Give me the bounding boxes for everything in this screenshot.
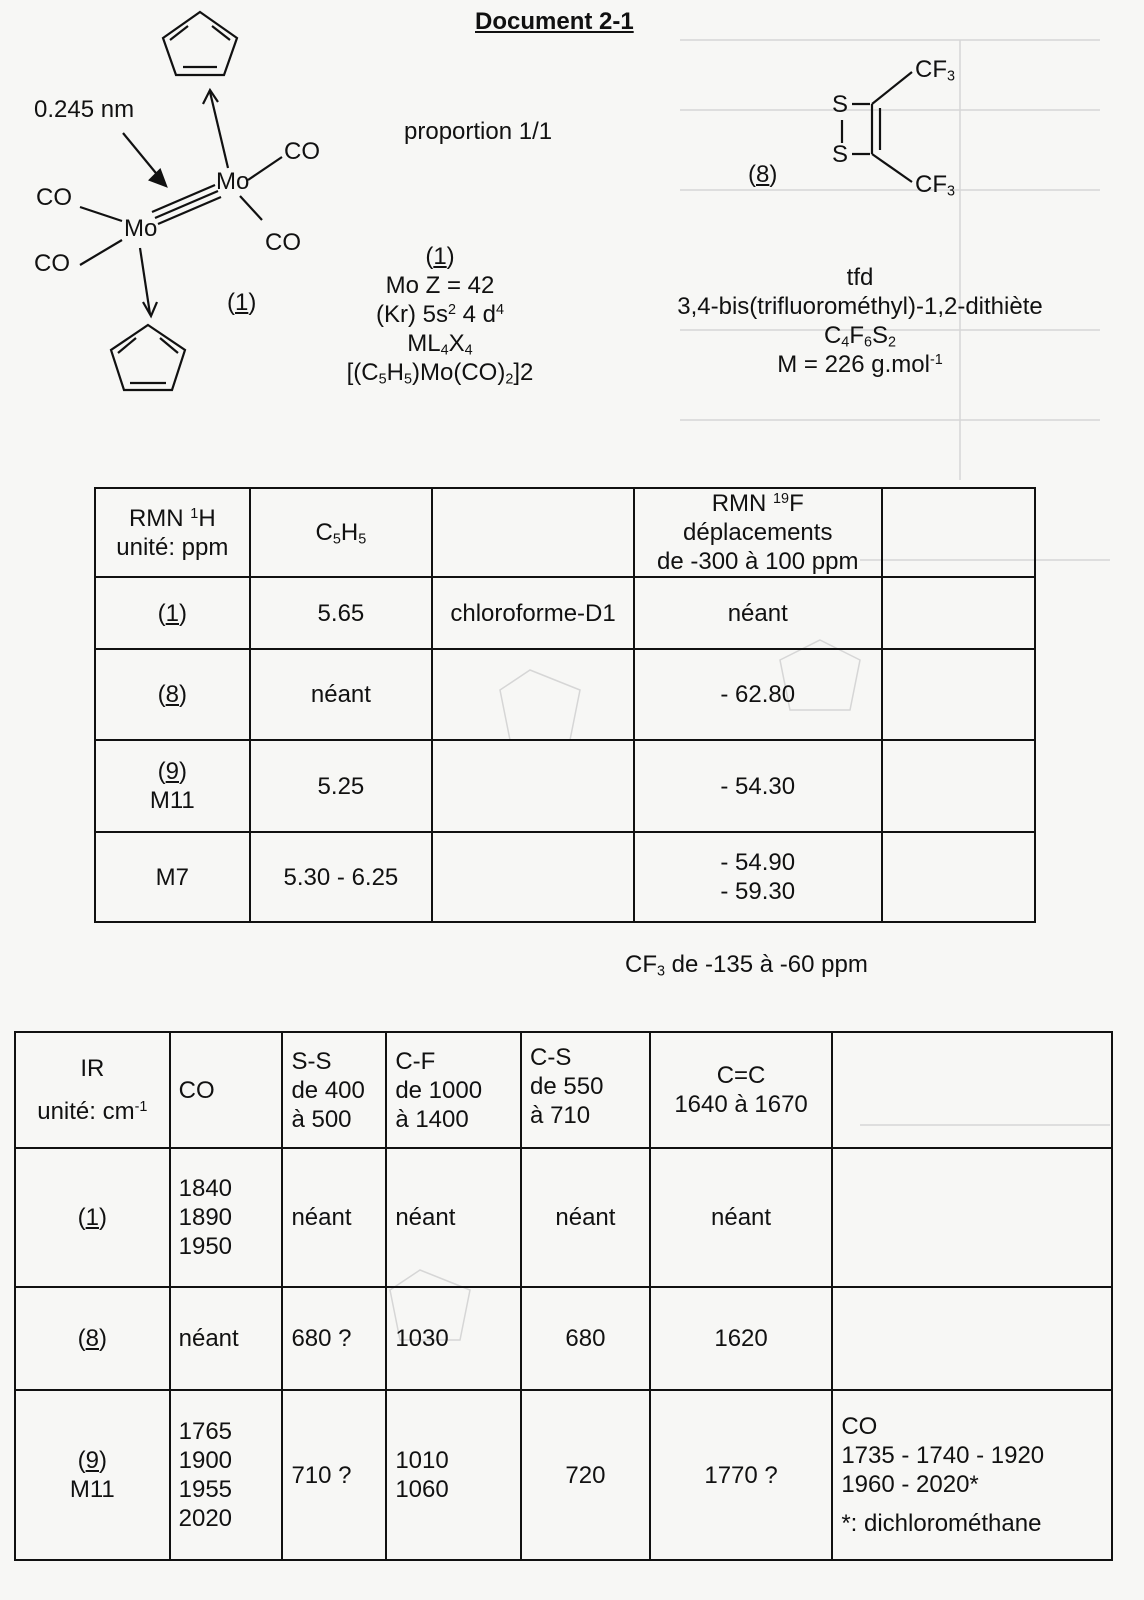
- ir-ss-cell: 710 ?: [282, 1390, 386, 1560]
- ir-table-row: [15, 1148, 1112, 1287]
- ir-extra-cell: CO 1735 - 1740 - 1920 1960 - 2020* *: dichlorométhane: [832, 1390, 1112, 1560]
- nmr-cf3-note: $CF_3$ de -135 à -60 ppm: [625, 951, 868, 980]
- nmr-solvent-cell: chloroforme-D1: [432, 577, 634, 649]
- compound-8-label: (8): [748, 161, 778, 188]
- nmr-table-row: [95, 649, 1035, 740]
- nmr-h-cell: 5.30 - 6.25: [250, 832, 433, 922]
- ir-table-row: [15, 1390, 1112, 1560]
- ir-ss-cell: 680 ?: [282, 1287, 386, 1390]
- ir-header-cell: [832, 1032, 1112, 1148]
- nmr-table-row: [95, 740, 1035, 832]
- nmr-header-cell: $C_5H_5$: [250, 488, 433, 577]
- proportion-text: proportion 1/1: [404, 118, 553, 145]
- ir-co-cell: 1765 1900 1955 2020: [170, 1390, 283, 1560]
- co-ligand-label: CO: [34, 250, 70, 277]
- tfd-formula: $C_4F_6S_2$: [823, 322, 897, 351]
- ir-header-cell: C=C 1640 à 1670: [650, 1032, 833, 1148]
- nmr-solvent-cell: [432, 832, 634, 922]
- ir-cc-cell: néant: [650, 1148, 833, 1287]
- ir-table: [14, 1031, 1113, 1561]
- nmr-table-row: [95, 832, 1035, 922]
- nmr-f-cell: - 54.30: [634, 740, 882, 832]
- ir-compound-cell: (1): [15, 1148, 170, 1287]
- ir-header-cell: C-F de 1000 à 1400: [386, 1032, 521, 1148]
- covalent-notation: $ML_4X_4$: [407, 330, 473, 359]
- ir-extra-cell: [832, 1148, 1112, 1287]
- ir-header-row: [15, 1032, 1112, 1148]
- page-title: Document 2-1: [475, 8, 634, 35]
- compound-1-label: (1): [227, 289, 257, 316]
- ir-header-cell: IR unité: $cm^{-1}$: [15, 1032, 170, 1148]
- nmr-header-row: [95, 488, 1035, 577]
- nmr-f-cell: - 54.90 - 59.30: [634, 832, 882, 922]
- ir-cs-cell: néant: [521, 1148, 650, 1287]
- ir-ss-cell: néant: [282, 1148, 386, 1287]
- ir-cf-cell: 1030: [386, 1287, 521, 1390]
- sulfur-atom: S: [832, 91, 849, 118]
- nmr-compound-cell: M7: [95, 832, 250, 922]
- nmr-compound-cell: (8): [95, 649, 250, 740]
- ir-extra-cell: [832, 1287, 1112, 1390]
- ir-cs-cell: 720: [521, 1390, 650, 1560]
- nmr-solvent-cell: [432, 740, 634, 832]
- nmr-empty-cell: [882, 740, 1035, 832]
- ir-cf-cell: 1010 1060: [386, 1390, 521, 1560]
- electron-configuration: (Kr) $5s^2$ 4 $d^4$: [375, 301, 505, 328]
- nmr-empty-cell: [882, 649, 1035, 740]
- ir-cc-cell: 1770 ?: [650, 1390, 833, 1560]
- atomic-number: Mo Z = 42: [385, 272, 495, 299]
- ir-compound-cell: (9) M11: [15, 1390, 170, 1560]
- compound-1-info-label: (1): [425, 243, 455, 270]
- nmr-header-cell: [882, 488, 1035, 577]
- nmr-h-cell: 5.25: [250, 740, 433, 832]
- mo-mo-distance-label: 0.245 nm: [34, 96, 135, 123]
- nmr-table: [94, 487, 1036, 923]
- mo-atom-left: Mo: [124, 215, 158, 242]
- ir-table-row: [15, 1287, 1112, 1390]
- ir-cs-cell: 680: [521, 1287, 650, 1390]
- mo-atom-top: Mo: [216, 168, 250, 195]
- ir-cc-cell: 1620: [650, 1287, 833, 1390]
- nmr-compound-cell: (1): [95, 577, 250, 649]
- nmr-empty-cell: [882, 577, 1035, 649]
- ir-header-cell: C-S de 550 à 710: [521, 1032, 650, 1148]
- co-ligand-label: CO: [265, 229, 301, 256]
- nmr-solvent-cell: [432, 649, 634, 740]
- nmr-header-cell: [432, 488, 634, 577]
- nmr-h-cell: 5.65: [250, 577, 433, 649]
- ir-co-cell: 1840 1890 1950: [170, 1148, 283, 1287]
- tfd-name: 3,4-bis(trifluorométhyl)-1,2-dithiète: [677, 293, 1043, 320]
- nmr-header-cell: RMN $^1$H unité: ppm: [95, 488, 250, 577]
- nmr-compound-cell: (9) M11: [95, 740, 250, 832]
- ir-header-cell: CO: [170, 1032, 283, 1148]
- co-ligand-label: CO: [36, 184, 72, 211]
- nmr-f-cell: néant: [634, 577, 882, 649]
- dimer-formula: $[(C_5H_5)Mo(CO)_2]2$: [346, 359, 534, 388]
- ir-compound-cell: (8): [15, 1287, 170, 1390]
- nmr-empty-cell: [882, 832, 1035, 922]
- nmr-header-cell: RMN $^{19}$F déplacements de -300 à 100 ppm: [634, 488, 882, 577]
- tfd-molar-mass: M = 226 g.mol$^{-1}$: [777, 351, 943, 378]
- tfd-info: [640, 263, 1080, 379]
- sulfur-atom: S: [832, 141, 849, 168]
- cf3-group-top: $CF_3$: [915, 56, 956, 85]
- ir-cf-cell: néant: [386, 1148, 521, 1287]
- ir-co-cell: néant: [170, 1287, 283, 1390]
- cf3-group-bottom: $CF_3$: [915, 171, 956, 200]
- ir-header-cell: S-S de 400 à 500: [282, 1032, 386, 1148]
- nmr-table-row: [95, 577, 1035, 649]
- co-ligand-label: CO: [284, 138, 320, 165]
- nmr-h-cell: néant: [250, 649, 433, 740]
- tfd-abbreviation: tfd: [846, 264, 874, 291]
- nmr-f-cell: - 62.80: [634, 649, 882, 740]
